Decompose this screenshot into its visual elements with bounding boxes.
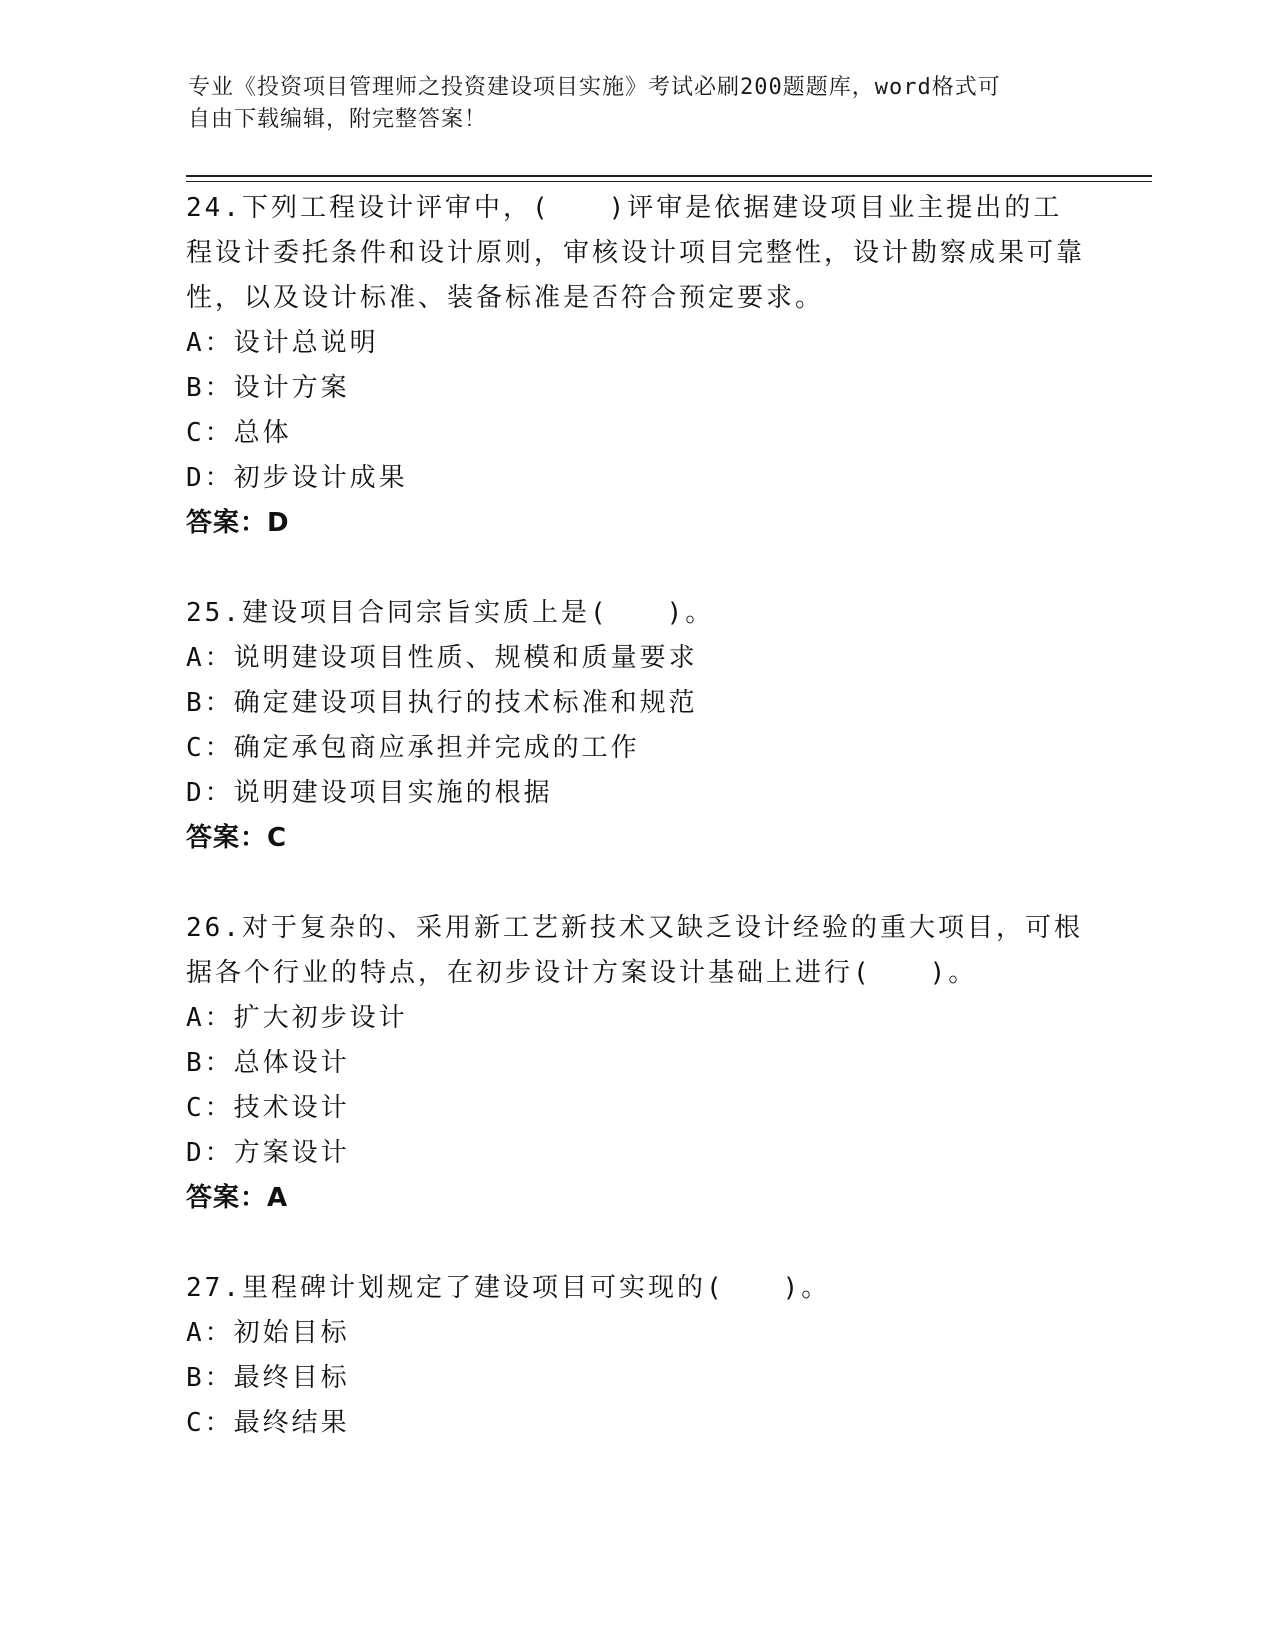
header-line-1: 专业《投资项目管理师之投资建设项目实施》考试必刷200题题库，word格式可 — [188, 75, 1001, 100]
question-24 — [186, 186, 1086, 546]
answer-line: 答案：C — [186, 823, 288, 853]
question-list — [186, 186, 1086, 1491]
header-line-2: 自由下载编辑，附完整答案！ — [188, 107, 488, 132]
option-b: B：设计方案 — [186, 373, 350, 403]
option-d: D：初步设计成果 — [186, 463, 408, 493]
option-a: A：说明建设项目性质、规模和质量要求 — [186, 643, 698, 673]
option-a: A：设计总说明 — [186, 328, 379, 358]
question-27 — [186, 1266, 1086, 1446]
question-25 — [186, 591, 1086, 861]
option-c: C：确定承包商应承担并完成的工作 — [186, 733, 640, 763]
question-stem: 27.里程碑计划规定了建设项目可实现的( )。 — [186, 1273, 831, 1303]
option-c: C：总体 — [186, 418, 292, 448]
question-stem: 24.下列工程设计评审中，( )评审是依据建设项目业主提出的工程设计委托条件和设计原则，审核设计项目完整性，设计勘察成果可靠性，以及设计标准、装备标准是否符合预定要求。 — [186, 193, 1086, 313]
option-a: A：初始目标 — [186, 1318, 350, 1348]
answer-line: 答案：D — [186, 508, 290, 538]
question-stem: 26.对于复杂的、采用新工艺新技术又缺乏设计经验的重大项目，可根据各个行业的特点，在初步设计方案设计基础上进行( )。 — [186, 913, 1083, 988]
option-d: D：说明建设项目实施的根据 — [186, 778, 553, 808]
option-c: C：最终结果 — [186, 1408, 350, 1438]
header-divider-thick — [186, 175, 1152, 177]
option-b: B：最终目标 — [186, 1363, 350, 1393]
answer-line: 答案：A — [186, 1183, 289, 1213]
option-d: D：方案设计 — [186, 1138, 350, 1168]
question-26 — [186, 906, 1086, 1221]
option-b: B：总体设计 — [186, 1048, 350, 1078]
option-a: A：扩大初步设计 — [186, 1003, 408, 1033]
option-b: B：确定建设项目执行的技术标准和规范 — [186, 688, 698, 718]
header-divider-thin — [186, 181, 1152, 182]
option-c: C：技术设计 — [186, 1093, 350, 1123]
question-stem: 25.建设项目合同宗旨实质上是( )。 — [186, 598, 715, 628]
document-header — [188, 72, 1068, 136]
